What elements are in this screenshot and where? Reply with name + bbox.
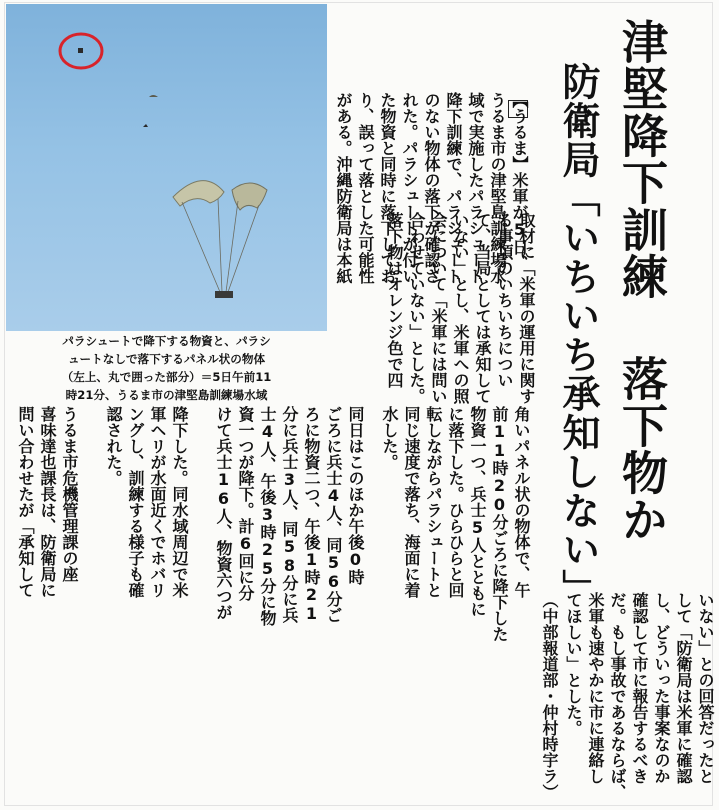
body-line: ングし、訓練する様子も確	[126, 406, 145, 598]
body-line: れた。パラシュートが付い	[400, 92, 419, 284]
body-line: 物資一つ、兵士5人とともに	[468, 406, 487, 617]
byline: （中部報道部・仲村時宇ラ）	[540, 592, 559, 800]
body-line: 前11時20分ごろに降下した	[490, 406, 509, 642]
body-line: 取材に「米軍の運用に関す	[517, 212, 536, 404]
body-line: 合わせていない」とした。	[407, 212, 426, 404]
body-line: 分に兵士3人、同58分に兵	[280, 406, 299, 623]
photo-caption	[6, 332, 327, 404]
parachute-left	[173, 181, 224, 292]
cargo-load	[215, 291, 233, 298]
body-line: がある。沖縄防衛局は本紙	[334, 92, 353, 284]
caption-line: パラシュートで降下する物資と、パラシ	[62, 334, 271, 348]
body-line: 喜味達也課長は、防衛局に	[38, 406, 57, 598]
body-line: 軍ヘリが水面近くでホバリ	[148, 406, 167, 598]
distant-parachute	[149, 95, 158, 97]
body-line: いない」とし、米軍への照	[451, 212, 470, 404]
subheadline: 防衛局「いちいち承知しない」	[556, 62, 600, 608]
body-line: て、当局としては承知して	[473, 212, 492, 404]
body-line: 士4人、午後3時25分に物	[258, 406, 277, 626]
body-line: 会について「米軍には問い	[429, 212, 448, 404]
caption-line: （左上、丸で囲った部分）＝5日午前11	[61, 370, 272, 384]
body-line: して「防衛局は米軍に確認	[674, 592, 693, 784]
body-line: 資一つが降下。計6回に分	[236, 406, 255, 601]
body-line: 落下物はオレンジ色で四	[385, 212, 404, 388]
body-line: 同じ速度で落ち、海面に着	[402, 406, 421, 598]
body-line: 問い合わせたが「承知して	[16, 406, 35, 598]
body-line: 転しながらパラシュートと	[424, 406, 443, 598]
body-line: ろに物資二つ、午後1時21	[302, 406, 321, 623]
headline: 津堅降下訓練 落下物か	[615, 18, 669, 543]
body-line: 【うるま】米軍が5日、	[510, 92, 529, 271]
body-line: うるま市の津堅島訓練場水	[488, 92, 507, 284]
body-line: いない」との回答だったと	[696, 592, 715, 784]
body-line: た物資と同時に落下してお	[378, 92, 397, 284]
body-line: 水した。	[380, 406, 399, 470]
body-line: うるま市危機管理課の座	[60, 406, 79, 582]
body-line: ごろに兵士4人、同56分ご	[324, 406, 343, 623]
body-line: し、どういった事案なのか	[652, 592, 671, 784]
body-line: 降下した。同水域周辺で米	[170, 406, 189, 598]
parachute-photo	[6, 4, 327, 331]
caption-line: ュートなしで落下するパネル状の物体	[67, 352, 266, 366]
body-line: に落下した。ひらひらと回	[446, 406, 465, 598]
body-line: 域で実施したパラシュート	[466, 92, 485, 284]
body-line: 角いパネル状の物体で、午	[512, 406, 531, 598]
body-line: 認された。	[104, 406, 123, 486]
body-line: る事項のいちいちについ	[495, 212, 514, 388]
body-line: てほしい」とした。	[564, 592, 583, 736]
body-line: 米軍も速やかに市に連絡し	[586, 592, 605, 784]
body-line: けて兵士16人、物資六つが	[214, 406, 233, 620]
distant-object	[143, 124, 148, 127]
caption-line: 時21分、うるま市の津堅島訓練場水域	[65, 388, 268, 402]
falling-panel-object	[78, 48, 83, 53]
body-line: り、誤って落とした可能性	[356, 92, 375, 284]
body-line: のない物体の落下が確認さ	[422, 92, 441, 284]
body-line: 同日はこのほか午後0時	[346, 406, 365, 585]
body-line: 降下訓練で、パラシュート	[444, 92, 463, 284]
body-line: 確認して市に報告するべき	[630, 592, 649, 784]
parachute-right	[226, 183, 267, 292]
parachute-illustration	[6, 4, 327, 331]
body-line: だ。もし事故であるならば、	[608, 592, 627, 800]
